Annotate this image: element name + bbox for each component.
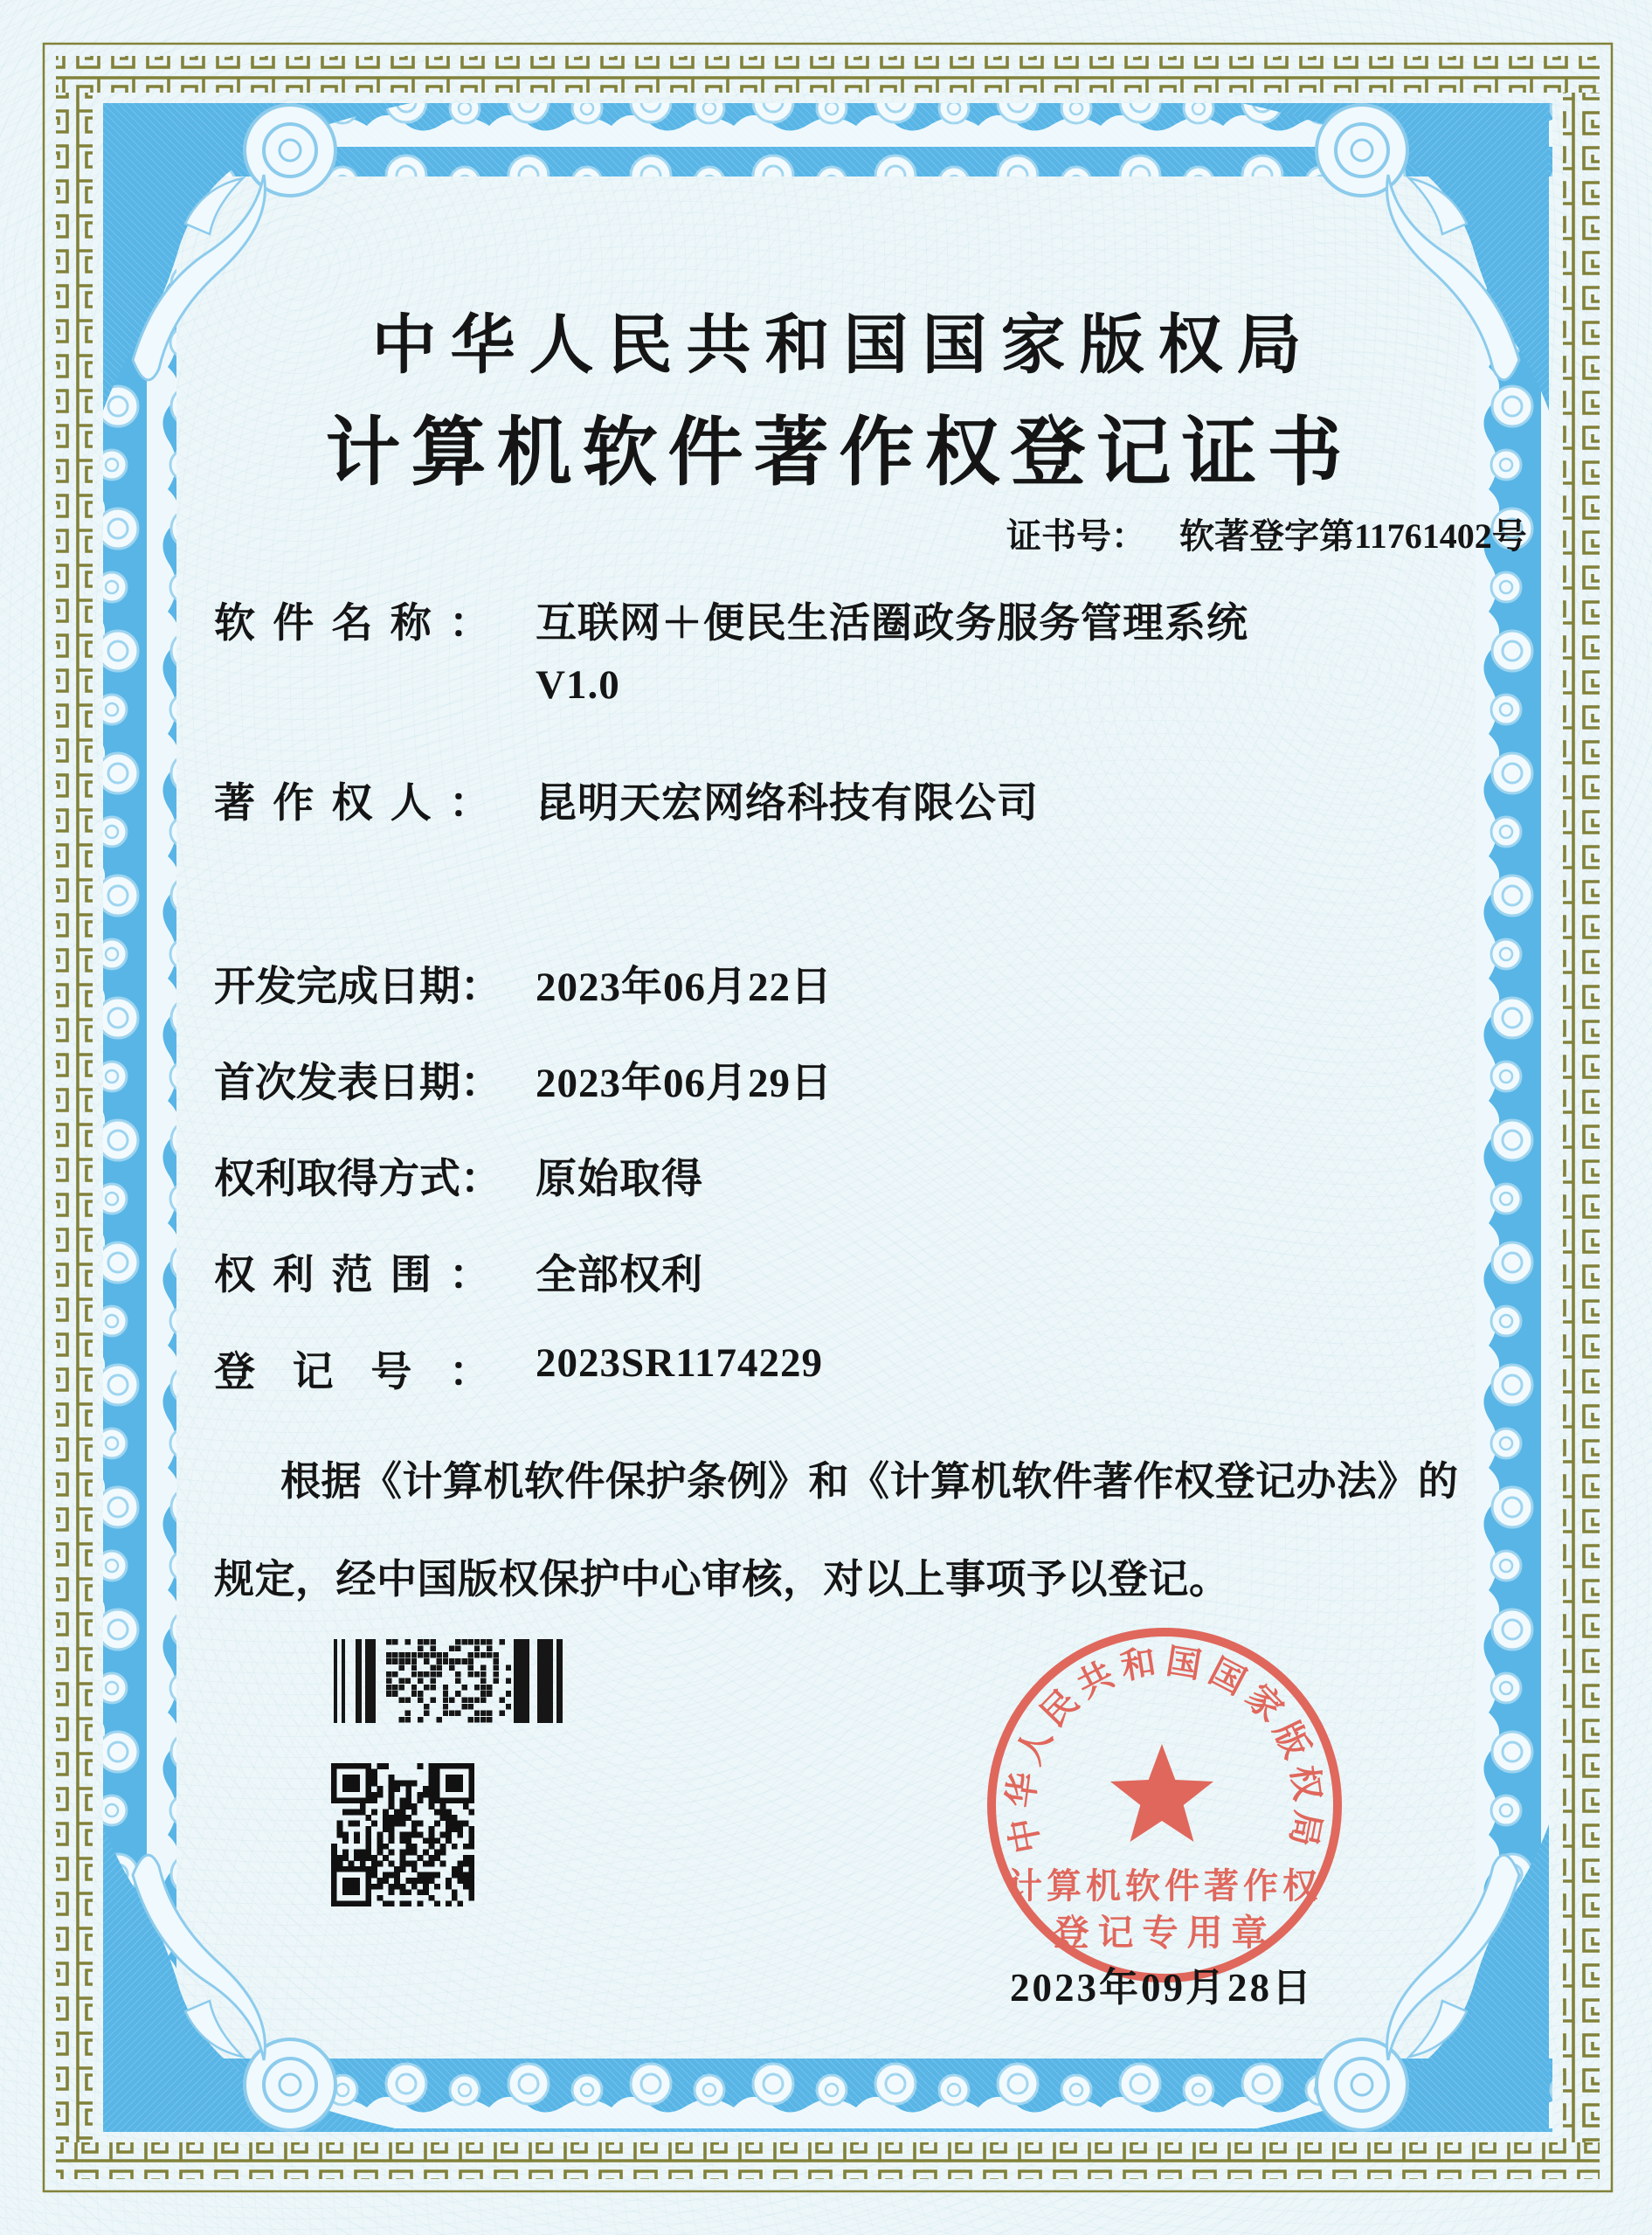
field-value: 原始取得 (536, 1157, 703, 1202)
field-label: 软件名称： (214, 601, 490, 647)
software-version: V1.0 (536, 662, 620, 708)
certificate-number-label: 证书号： (1006, 516, 1146, 556)
issuer-title: 中华人民共和国国家版权局 (371, 310, 1316, 382)
field-label: 登记号： (214, 1350, 490, 1395)
seal-arc-textpath: 中华人民共和国国家版权局 (1000, 1641, 1329, 1857)
field-row-copyright-owner (214, 771, 1039, 829)
registration-statement (214, 1433, 1472, 1629)
field-label: 权利范围： (214, 1253, 490, 1298)
seal-star-icon (1110, 1744, 1213, 1842)
official-seal (992, 1632, 1337, 1978)
field-row-rights-acquisition (214, 1146, 703, 1205)
field-row-first-publish-date (214, 1050, 833, 1109)
certificate-number-line (1006, 509, 1527, 558)
field-row-registration-number (214, 1339, 823, 1398)
statement-line2: 规定，经中国版权保护中心审核，对以上事项予以登记。 (214, 1557, 1230, 1602)
certificate-title: 计算机软件著作权登记证书 (325, 411, 1353, 495)
certificate-number-value: 软著登字第11761402号 (1179, 516, 1527, 556)
statement-line1: 根据《计算机软件保护条例》和《计算机软件著作权登记办法》的 (280, 1459, 1459, 1504)
field-value: 2023年06月29日 (536, 1061, 833, 1106)
field-value: 昆明天宏网络科技有限公司 (536, 781, 1039, 827)
issue-date: 2023年09月28日 (1010, 1966, 1315, 2010)
field-value: 全部权利 (536, 1253, 703, 1298)
field-label: 权利取得方式： (214, 1157, 501, 1202)
seal-line1: 计算机软件著作权 (1007, 1866, 1322, 1906)
field-value: 2023年06月22日 (536, 965, 833, 1010)
field-label: 著作权人： (214, 781, 490, 827)
field-value (536, 591, 1248, 709)
field-row-rights-scope (214, 1242, 703, 1301)
field-row-dev-complete-date (214, 954, 833, 1013)
seal-line2: 登记专用章 (1053, 1913, 1276, 1953)
qr-code-icon (331, 1763, 474, 1906)
barcode-icon (334, 1639, 563, 1723)
field-value: 2023SR1174229 (536, 1340, 823, 1386)
field-label: 首次发表日期： (214, 1061, 501, 1106)
software-name-line1: 互联网＋便民生活圈政务服务管理系统 (536, 601, 1248, 647)
field-label: 开发完成日期： (214, 965, 501, 1010)
field-row-software-name (214, 591, 1248, 709)
